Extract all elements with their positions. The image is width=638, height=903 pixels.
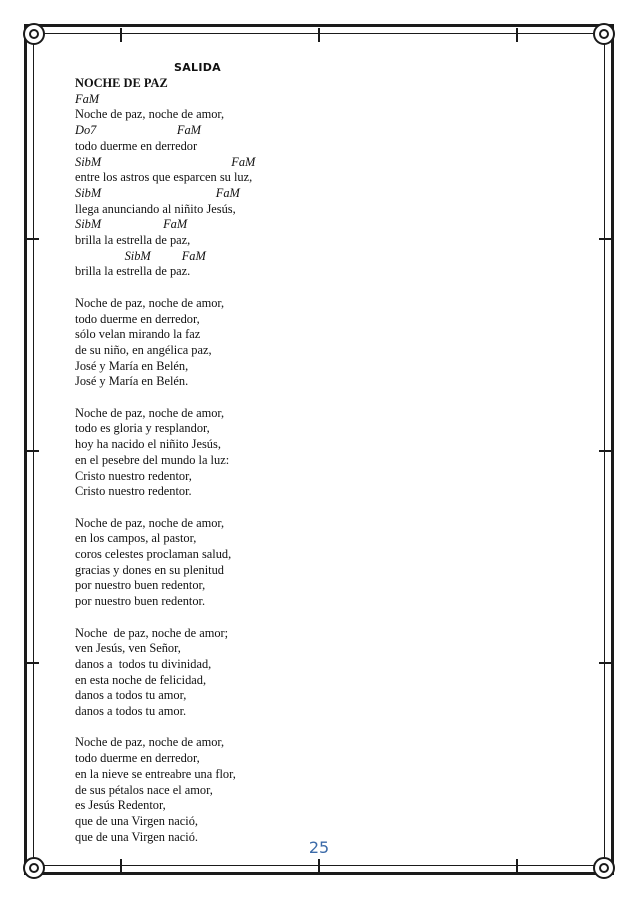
lyric-line: que de una Virgen nació, xyxy=(75,813,199,828)
corner-ornament xyxy=(593,23,615,45)
border-ornament xyxy=(516,28,518,42)
corner-ornament xyxy=(23,23,45,45)
lyric-line: de sus pétalos nace el amor, xyxy=(75,782,213,797)
lyric-line: gracias y dones en su plenitud xyxy=(75,562,224,577)
lyric-line: Noche de paz, noche de amor, xyxy=(75,405,225,420)
lyric-line: Cristo nuestro redentor, xyxy=(75,468,192,483)
border-ornament xyxy=(599,662,613,664)
chord-line: SibM FaM xyxy=(75,217,188,232)
lyric-line: danos a todos tu amor. xyxy=(75,704,187,719)
lyric-line: entre los astros que esparcen su luz, xyxy=(75,170,253,185)
border-ornament xyxy=(516,859,518,873)
lyric-line: brilla la estrella de paz. xyxy=(75,264,191,279)
lyric-line: Cristo nuestro redentor. xyxy=(75,484,192,499)
song-title: NOCHE DE PAZ xyxy=(75,76,168,90)
lyric-line: hoy ha nacido el niñito Jesús, xyxy=(75,437,221,452)
border-ornament xyxy=(25,238,39,240)
border-ornament xyxy=(25,662,39,664)
border-ornament xyxy=(599,238,613,240)
lyric-line: en la nieve se entreabre una flor, xyxy=(75,766,236,781)
lyric-line: por nuestro buen redentor, xyxy=(75,578,206,593)
lyric-line: coros celestes proclaman salud, xyxy=(75,547,232,562)
stanza xyxy=(75,735,455,845)
lyric-line: de su niño, en angélica paz, xyxy=(75,342,212,357)
page-number: 25 xyxy=(308,838,330,857)
lyric-line: Noche de paz, noche de amor, xyxy=(75,295,225,310)
lyric-line: sólo velan mirando la faz xyxy=(75,327,201,342)
section-heading: SALIDA xyxy=(174,61,221,74)
song-sheet xyxy=(75,60,455,845)
lyric-line: todo duerme en derredor xyxy=(75,138,198,153)
chord-line: SibM FaM xyxy=(75,154,256,169)
lyric-line: llega anunciando al niñito Jesús, xyxy=(75,201,236,216)
corner-ornament xyxy=(23,857,45,879)
stanza xyxy=(75,516,455,610)
lyric-line: todo duerme en derredor, xyxy=(75,751,200,766)
lyric-line: Noche de paz, noche de amor; xyxy=(75,625,229,640)
border-ornament xyxy=(318,28,320,42)
chord-line: SibM FaM xyxy=(75,248,206,263)
lyric-line: danos a todos tu amor, xyxy=(75,688,187,703)
lyric-line: que de una Virgen nació. xyxy=(75,829,199,844)
border-ornament xyxy=(120,859,122,873)
lyric-line: en el pesebre del mundo la luz: xyxy=(75,452,230,467)
stanza xyxy=(75,626,455,720)
chord-line: SibM FaM xyxy=(75,185,240,200)
lyric-line: ven Jesús, ven Señor, xyxy=(75,641,181,656)
chord-line: FaM xyxy=(75,91,100,106)
border-ornament xyxy=(120,28,122,42)
lyric-line: José y María en Belén, xyxy=(75,358,189,373)
lyric-line: todo duerme en derredor, xyxy=(75,311,200,326)
chord-line: Do7 FaM xyxy=(75,123,201,138)
lyric-line: en los campos, al pastor, xyxy=(75,531,197,546)
lyric-line: todo es gloria y resplandor, xyxy=(75,421,210,436)
lyric-line: Noche de paz, noche de amor, xyxy=(75,515,225,530)
verse-with-chords xyxy=(75,92,455,280)
lyric-line: Noche de paz, noche de amor, xyxy=(75,107,225,122)
lyric-line: danos a todos tu divinidad, xyxy=(75,656,212,671)
stanza xyxy=(75,406,455,500)
border-ornament xyxy=(599,450,613,452)
lyric-line: en esta noche de felicidad, xyxy=(75,672,207,687)
stanza xyxy=(75,296,455,390)
lyric-line: Noche de paz, noche de amor, xyxy=(75,735,225,750)
lyric-line: brilla la estrella de paz, xyxy=(75,233,191,248)
border-ornament xyxy=(25,450,39,452)
lyric-line: por nuestro buen redentor. xyxy=(75,594,206,609)
lyric-line: José y María en Belén. xyxy=(75,374,189,389)
border-ornament xyxy=(318,859,320,873)
lyric-line: es Jesús Redentor, xyxy=(75,798,166,813)
corner-ornament xyxy=(593,857,615,879)
